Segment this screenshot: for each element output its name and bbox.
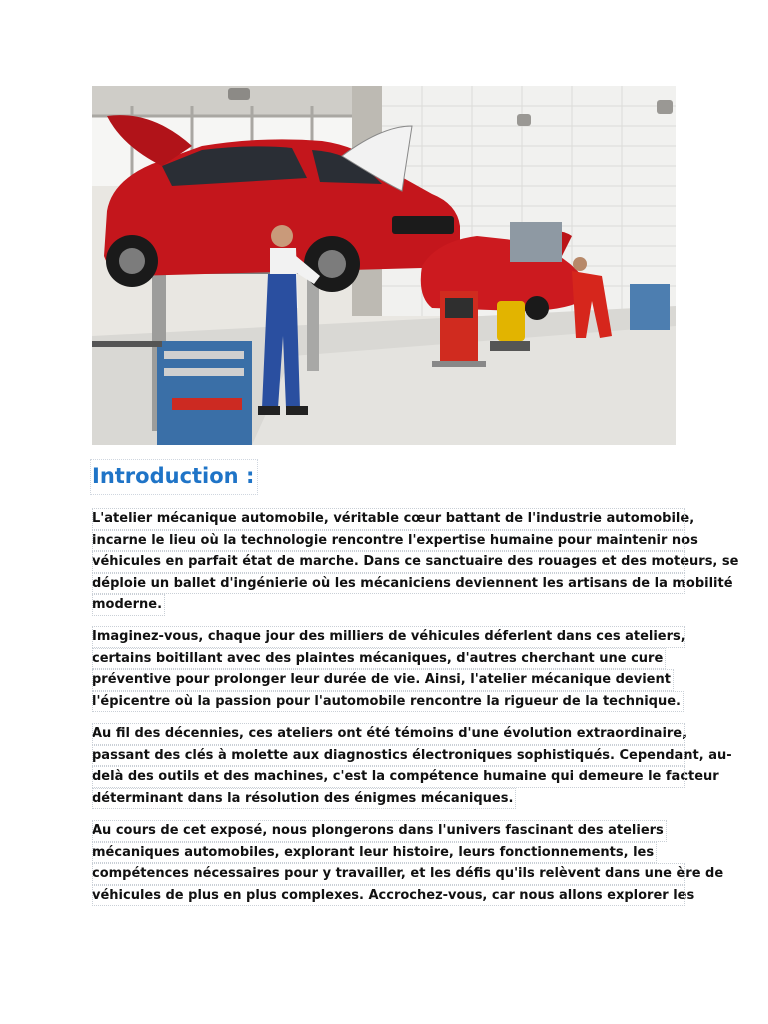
- section-heading: Introduction :: [91, 460, 257, 494]
- text-line: Au cours de cet exposé, nous plongerons dans l'univers fascinant des ateliers: [92, 820, 667, 842]
- paragraph-2: [92, 626, 686, 712]
- text-line: l'épicentre où la passion pour l'automobile rencontre la rigueur de la technique.: [92, 691, 684, 713]
- garage-photo: [92, 86, 676, 445]
- text-line: déterminant dans la résolution des énigmes mécaniques.: [92, 788, 516, 810]
- text-line: L'atelier mécanique automobile, véritable cœur battant de l'industrie automobile,: [92, 508, 685, 530]
- text-line: passant des clés à molette aux diagnostics électroniques sophistiqués. Cependant, au-: [92, 745, 685, 767]
- text-line: incarne le lieu où la technologie rencontre l'expertise humaine pour maintenir nos: [92, 530, 685, 552]
- text-line: certains boitillant avec des plaintes mécaniques, d'autres cherchant une cure: [92, 648, 666, 670]
- paragraph-3: [92, 723, 732, 809]
- text-line: déploie un ballet d'ingénierie où les mécaniciens deviennent les artisans de la mobilité: [92, 573, 685, 595]
- paragraph-4: [92, 820, 724, 906]
- text-line: delà des outils et des machines, c'est la compétence humaine qui demeure le facteur: [92, 766, 685, 788]
- text-line: préventive pour prolonger leur durée de vie. Ainsi, l'atelier mécanique devient: [92, 669, 674, 691]
- text-line: véhicules en parfait état de marche. Dans ce sanctuaire des rouages et des moteurs, se: [92, 551, 685, 573]
- text-line: compétences nécessaires pour y travailler, et les défis qu'ils relèvent dans une ère de: [92, 863, 685, 885]
- paragraph-1: [92, 508, 739, 616]
- text-line: Imaginez-vous, chaque jour des milliers de véhicules déferlent dans ces ateliers,: [92, 626, 685, 648]
- text-line: véhicules de plus en plus complexes. Accrochez-vous, car nous allons explorer les: [92, 885, 685, 907]
- text-line: moderne.: [92, 594, 165, 616]
- text-line: mécaniques automobiles, explorant leur histoire, leurs fonctionnements, les: [92, 842, 657, 864]
- text-line: Au fil des décennies, ces ateliers ont été témoins d'une évolution extraordinaire,: [92, 723, 685, 745]
